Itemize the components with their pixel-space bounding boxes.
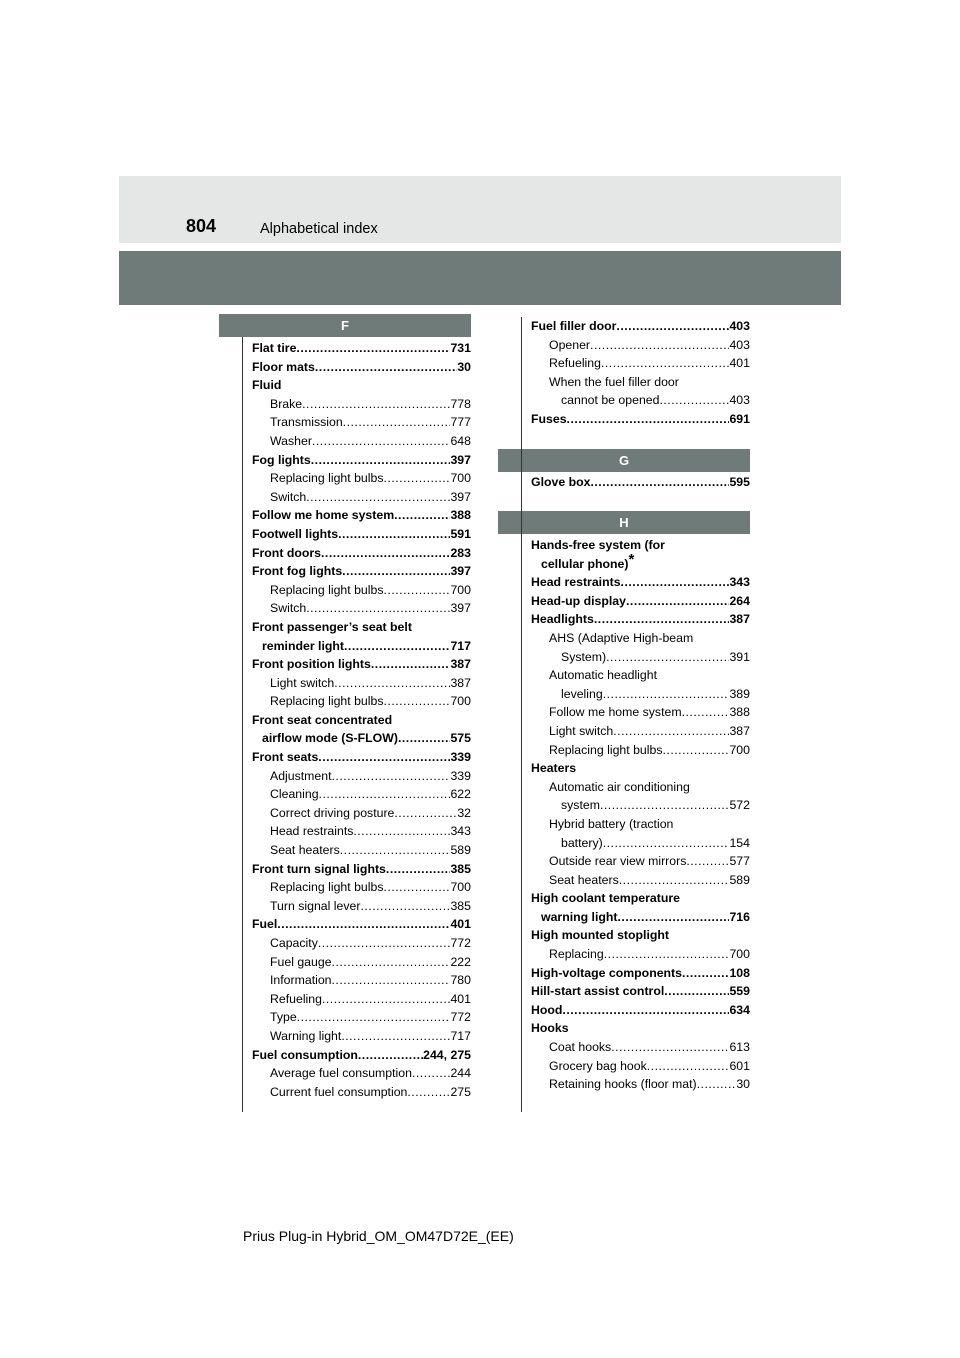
entry-label: Front seat concentrated — [252, 712, 393, 727]
entry-label: Hybrid battery (traction — [549, 816, 674, 831]
entry-label: Turn signal lever — [270, 898, 361, 913]
entry-label: Light switch — [270, 675, 335, 690]
leader-dots — [603, 685, 730, 704]
index-entry — [242, 822, 471, 841]
leader-dots — [322, 990, 451, 1009]
index-entry — [521, 982, 750, 1001]
index-entry — [521, 889, 750, 908]
entry-label: Warning light — [270, 1028, 342, 1043]
leader-dots — [338, 525, 450, 544]
entry-page: 339 — [450, 750, 471, 765]
entry-page: 716 — [729, 909, 750, 924]
leader-dots — [601, 354, 730, 373]
entry-page: 264 — [729, 593, 750, 608]
leader-dots — [360, 897, 450, 916]
entry-page: 385 — [450, 861, 471, 876]
leader-dots — [306, 488, 450, 507]
index-entry — [242, 1046, 471, 1065]
entry-page: 780 — [450, 973, 471, 988]
entry-page: 622 — [450, 787, 471, 802]
entry-label: AHS (Adaptive High-beam — [549, 630, 694, 645]
index-entry — [521, 592, 750, 611]
entry-page: 397 — [450, 489, 471, 504]
entry-page: 691 — [729, 411, 750, 426]
index-entry — [242, 599, 471, 618]
leader-dots — [611, 1038, 729, 1057]
entry-page: 343 — [729, 575, 750, 590]
leader-dots — [590, 336, 729, 355]
index-entry — [242, 729, 471, 748]
entry-label: system — [561, 798, 600, 813]
entry-label: Average fuel consumption — [270, 1066, 412, 1081]
entry-label: Seat heaters — [270, 843, 340, 858]
entry-label: Fuel consumption — [252, 1047, 358, 1062]
leader-dots — [302, 395, 450, 414]
entry-page: 700 — [450, 582, 471, 597]
index-entry — [242, 711, 471, 730]
index-entry — [242, 506, 471, 525]
entry-page: 397 — [450, 601, 471, 616]
index-entry — [242, 860, 471, 879]
entry-label: Front passenger’s seat belt — [252, 619, 412, 634]
entry-page: 387 — [729, 723, 750, 738]
leader-dots — [600, 796, 730, 815]
entry-label: Head restraints — [270, 824, 354, 839]
leader-dots — [616, 317, 729, 336]
entry-label: Cleaning — [270, 787, 319, 802]
entry-page: 30 — [457, 359, 471, 374]
index-entry — [242, 785, 471, 804]
entry-page: 559 — [729, 984, 750, 999]
entry-page: 387 — [729, 612, 750, 627]
index-entry — [242, 339, 471, 358]
entry-label: Capacity — [270, 936, 318, 950]
header-bar — [119, 176, 841, 243]
entry-label: Hands-free system (for — [531, 538, 665, 552]
entry-page: 401 — [729, 356, 750, 371]
entry-page: 572 — [729, 798, 750, 813]
index-entry — [521, 871, 750, 890]
index-entry — [521, 373, 750, 392]
leader-dots — [606, 648, 729, 667]
entry-label: Replacing light bulbs — [270, 694, 384, 709]
leader-dots — [332, 953, 451, 972]
leader-dots — [312, 432, 451, 451]
leader-dots — [686, 852, 729, 871]
entry-page: 275 — [450, 1084, 471, 1099]
entry-label: Fuses — [531, 411, 567, 426]
entry-label: Transmission — [270, 415, 343, 430]
index-entry — [242, 637, 471, 656]
index-entry — [521, 550, 750, 574]
index-entry — [521, 317, 750, 336]
entry-page: 388 — [450, 508, 471, 523]
footnote-marker: * — [628, 550, 635, 568]
index-entry — [242, 804, 471, 823]
entry-page: 244, 275 — [423, 1047, 471, 1062]
entry-page: 778 — [450, 396, 471, 411]
entry-page: 283 — [450, 545, 471, 560]
entry-label: Light switch — [549, 723, 614, 738]
leader-dots — [604, 945, 730, 964]
entry-page: 589 — [450, 843, 471, 858]
entry-label: Fluid — [252, 378, 282, 393]
index-entry — [521, 354, 750, 373]
leader-dots — [383, 692, 450, 711]
entry-label: Refueling — [270, 991, 322, 1006]
entry-page: 591 — [450, 526, 471, 541]
leader-dots — [412, 1064, 451, 1083]
entry-label: Replacing light bulbs — [270, 880, 384, 895]
leader-dots — [334, 674, 450, 693]
entry-label: Headlights — [531, 612, 594, 627]
entry-label: Automatic air conditioning — [549, 779, 690, 794]
entry-page: 339 — [450, 768, 471, 783]
entry-label: Front fog lights — [252, 564, 343, 579]
leader-dots — [358, 1046, 423, 1065]
index-entry — [242, 1064, 471, 1083]
entry-label: Footwell lights — [252, 526, 339, 541]
index-entry — [242, 655, 471, 674]
entry-label: Replacing — [549, 947, 604, 962]
leader-dots — [394, 804, 457, 823]
entry-page: 30 — [736, 1077, 750, 1092]
leader-dots — [603, 834, 730, 853]
index-entry — [521, 1019, 750, 1038]
entry-label: Seat heaters — [549, 872, 619, 887]
entry-page: 772 — [450, 936, 471, 950]
entry-page: 575 — [450, 731, 471, 746]
leader-dots — [567, 410, 730, 429]
section-header-h: H — [498, 511, 750, 534]
entry-label: Flat tire — [252, 341, 297, 355]
entry-label: Replacing light bulbs — [270, 471, 384, 486]
entry-label: Head restraints — [531, 575, 621, 590]
index-entry — [521, 834, 750, 853]
entry-page: 154 — [729, 835, 750, 850]
entry-label: Floor mats — [252, 359, 315, 374]
entry-label: Washer — [270, 433, 312, 448]
index-entry — [521, 964, 750, 983]
leader-dots — [647, 1057, 730, 1076]
entry-label: Switch — [270, 489, 307, 504]
index-entry — [242, 581, 471, 600]
section-header-f: F — [219, 314, 471, 337]
entry-label: Hood — [531, 1002, 563, 1017]
index-entry — [242, 376, 471, 395]
index-entry — [242, 413, 471, 432]
entry-page: 387 — [450, 657, 471, 672]
index-list-left — [242, 339, 471, 1101]
index-entry — [242, 971, 471, 990]
entry-label: High mounted stoplight — [531, 928, 669, 943]
index-entry — [242, 395, 471, 414]
leader-dots — [343, 413, 451, 432]
entry-label: Replacing light bulbs — [549, 742, 663, 757]
entry-label: Refueling — [549, 356, 601, 371]
index-entry — [242, 934, 471, 953]
leader-dots — [682, 703, 730, 722]
entry-page: 700 — [450, 880, 471, 895]
index-entry — [521, 945, 750, 964]
entry-page: 613 — [729, 1040, 750, 1055]
leader-dots — [383, 581, 450, 600]
index-entry — [521, 536, 750, 555]
entry-page: 731 — [450, 341, 471, 355]
leader-dots — [407, 1083, 450, 1102]
index-entry — [521, 778, 750, 797]
entry-page: 391 — [729, 649, 750, 664]
leader-dots — [682, 964, 729, 983]
entry-page: 717 — [450, 1028, 471, 1043]
leader-dots — [664, 982, 729, 1001]
index-entry — [521, 908, 750, 927]
leader-dots — [619, 871, 730, 890]
entry-label: Front doors — [252, 545, 321, 560]
leader-dots — [306, 599, 450, 618]
index-entry — [242, 748, 471, 767]
index-entry — [242, 562, 471, 581]
section-header-g: G — [498, 449, 750, 472]
entry-label: airflow mode (S-FLOW) — [262, 731, 398, 746]
entry-page: 397 — [450, 452, 471, 467]
leader-dots — [340, 841, 451, 860]
index-entry — [521, 410, 750, 429]
entry-page: 388 — [729, 705, 750, 720]
entry-page: 595 — [729, 475, 750, 489]
leader-dots — [342, 562, 450, 581]
entry-page: 772 — [450, 1010, 471, 1025]
index-entry — [242, 674, 471, 693]
leader-dots — [626, 592, 729, 611]
index-entry — [242, 953, 471, 972]
leader-dots — [332, 971, 451, 990]
entry-label: reminder light — [262, 638, 344, 653]
index-entry — [521, 1075, 750, 1094]
index-entry — [242, 525, 471, 544]
leader-dots — [662, 741, 729, 760]
leader-dots — [613, 722, 729, 741]
leader-dots — [277, 915, 450, 934]
index-entry — [242, 544, 471, 563]
entry-page: 589 — [729, 872, 750, 887]
index-entry — [242, 1027, 471, 1046]
entry-label: Type — [270, 1010, 297, 1025]
entry-page: 717 — [450, 638, 471, 653]
index-entry — [521, 573, 750, 592]
page-title: Alphabetical index — [260, 221, 378, 237]
index-entry — [521, 1001, 750, 1020]
index-entry — [521, 666, 750, 685]
index-entry — [242, 358, 471, 377]
index-entry — [521, 796, 750, 815]
leader-dots — [394, 506, 450, 525]
leader-dots — [659, 391, 729, 410]
leader-dots — [332, 767, 451, 786]
index-entry — [242, 767, 471, 786]
leader-dots — [319, 785, 451, 804]
entry-label: Outside rear view mirrors — [549, 854, 687, 869]
entry-label: Adjustment — [270, 768, 332, 783]
entry-page: 244 — [450, 1066, 471, 1081]
entry-label: System) — [561, 649, 607, 664]
entry-page: 222 — [450, 954, 471, 969]
entry-page: 700 — [450, 694, 471, 709]
entry-label: Brake — [270, 396, 303, 411]
index-entry — [521, 741, 750, 760]
leader-dots — [621, 573, 730, 592]
entry-page: 403 — [729, 337, 750, 352]
leader-dots — [311, 451, 451, 470]
entry-page: 385 — [450, 898, 471, 913]
entry-page: 387 — [450, 675, 471, 690]
index-entry — [521, 336, 750, 355]
leader-dots — [594, 610, 730, 629]
index-entry — [521, 473, 750, 492]
entry-label: Follow me home system — [549, 705, 682, 720]
entry-page: 108 — [729, 965, 750, 980]
leader-dots — [297, 1008, 451, 1027]
entry-label: Heaters — [531, 761, 577, 776]
entry-label: Front seats — [252, 750, 319, 765]
entry-page: 634 — [729, 1002, 750, 1017]
index-list-right-g — [521, 473, 750, 492]
index-entry — [521, 703, 750, 722]
leader-dots — [321, 544, 450, 563]
leader-dots — [386, 860, 451, 879]
index-entry — [521, 815, 750, 834]
entry-label: Replacing light bulbs — [270, 582, 384, 597]
leader-dots — [315, 358, 457, 377]
entry-label: Follow me home system — [252, 508, 395, 523]
entry-label: Automatic headlight — [549, 668, 658, 683]
entry-label: cellular phone) — [541, 556, 629, 571]
leader-dots — [296, 339, 450, 358]
entry-label: Front position lights — [252, 657, 371, 672]
entry-page: 401 — [450, 917, 471, 932]
index-entry — [242, 488, 471, 507]
index-entry — [521, 629, 750, 648]
leader-dots — [383, 469, 450, 488]
index-entry — [521, 1038, 750, 1057]
leader-dots — [353, 822, 450, 841]
leader-dots — [398, 729, 451, 748]
entry-label: Head-up display — [531, 593, 626, 608]
leader-dots — [318, 934, 451, 953]
page-number: 804 — [186, 216, 217, 236]
entry-page: 397 — [450, 564, 471, 579]
entry-page: 700 — [450, 471, 471, 486]
entry-label: Current fuel consumption — [270, 1084, 408, 1099]
index-entry — [521, 759, 750, 778]
index-entry — [242, 1008, 471, 1027]
entry-label: Hooks — [531, 1021, 569, 1036]
index-entry — [242, 469, 471, 488]
index-entry — [242, 692, 471, 711]
leader-dots — [341, 1027, 450, 1046]
entry-label: leveling — [561, 686, 603, 701]
index-entry — [521, 722, 750, 741]
index-entry — [521, 685, 750, 704]
index-entry — [521, 1057, 750, 1076]
index-entry — [242, 618, 471, 637]
entry-page: 601 — [729, 1058, 750, 1073]
index-entry — [521, 852, 750, 871]
entry-label: battery) — [561, 835, 603, 850]
leader-dots — [318, 748, 450, 767]
leader-dots — [590, 473, 729, 492]
index-entry — [242, 990, 471, 1009]
index-entry — [242, 897, 471, 916]
leader-dots — [618, 908, 730, 927]
entry-label: Hill-start assist control — [531, 984, 665, 999]
entry-label: Front turn signal lights — [252, 861, 386, 876]
entry-label: Fog lights — [252, 452, 311, 467]
entry-label: High-voltage components — [531, 965, 682, 980]
entry-page: 32 — [457, 805, 471, 820]
index-list-right-f — [521, 317, 750, 429]
entry-label: Switch — [270, 601, 307, 616]
entry-label: Information — [270, 973, 332, 988]
index-entry — [242, 878, 471, 897]
entry-label: Correct driving posture — [270, 805, 395, 820]
entry-page: 343 — [450, 824, 471, 839]
leader-dots — [383, 878, 450, 897]
entry-label: Fuel gauge — [270, 954, 332, 969]
index-list-right-h — [521, 536, 750, 1094]
entry-label: Opener — [549, 337, 591, 352]
entry-page: 648 — [450, 433, 471, 448]
index-entry — [521, 648, 750, 667]
entry-label: High coolant temperature — [531, 891, 680, 906]
entry-page: 403 — [729, 319, 750, 333]
entry-label: Glove box — [531, 475, 591, 489]
leader-dots — [371, 655, 451, 674]
index-entry — [521, 391, 750, 410]
entry-page: 700 — [729, 742, 750, 757]
entry-page: 389 — [729, 686, 750, 701]
header-band — [119, 251, 841, 305]
entry-page: 700 — [729, 947, 750, 962]
leader-dots — [562, 1001, 729, 1020]
leader-dots — [697, 1075, 737, 1094]
leader-dots — [344, 637, 450, 656]
entry-label: warning light — [541, 909, 618, 924]
entry-label: Fuel filler door — [531, 319, 617, 333]
entry-label: Grocery bag hook — [549, 1058, 647, 1073]
entry-label: Coat hooks — [549, 1040, 612, 1055]
entry-page: 403 — [729, 393, 750, 408]
footer-text: Prius Plug-in Hybrid_OM_OM47D72E_(EE) — [243, 1228, 514, 1244]
index-entry — [242, 915, 471, 934]
entry-label: Retaining hooks (floor mat) — [549, 1077, 697, 1092]
index-entry — [242, 432, 471, 451]
index-entry — [521, 926, 750, 945]
entry-page: 401 — [450, 991, 471, 1006]
index-entry — [521, 610, 750, 629]
index-entry — [242, 451, 471, 470]
entry-label: cannot be opened — [561, 393, 660, 408]
entry-label: When the fuel filler door — [549, 374, 679, 389]
entry-page: 777 — [450, 415, 471, 430]
entry-label: Fuel — [252, 917, 278, 932]
index-entry — [242, 1083, 471, 1102]
entry-page: 577 — [729, 854, 750, 869]
index-entry — [242, 841, 471, 860]
